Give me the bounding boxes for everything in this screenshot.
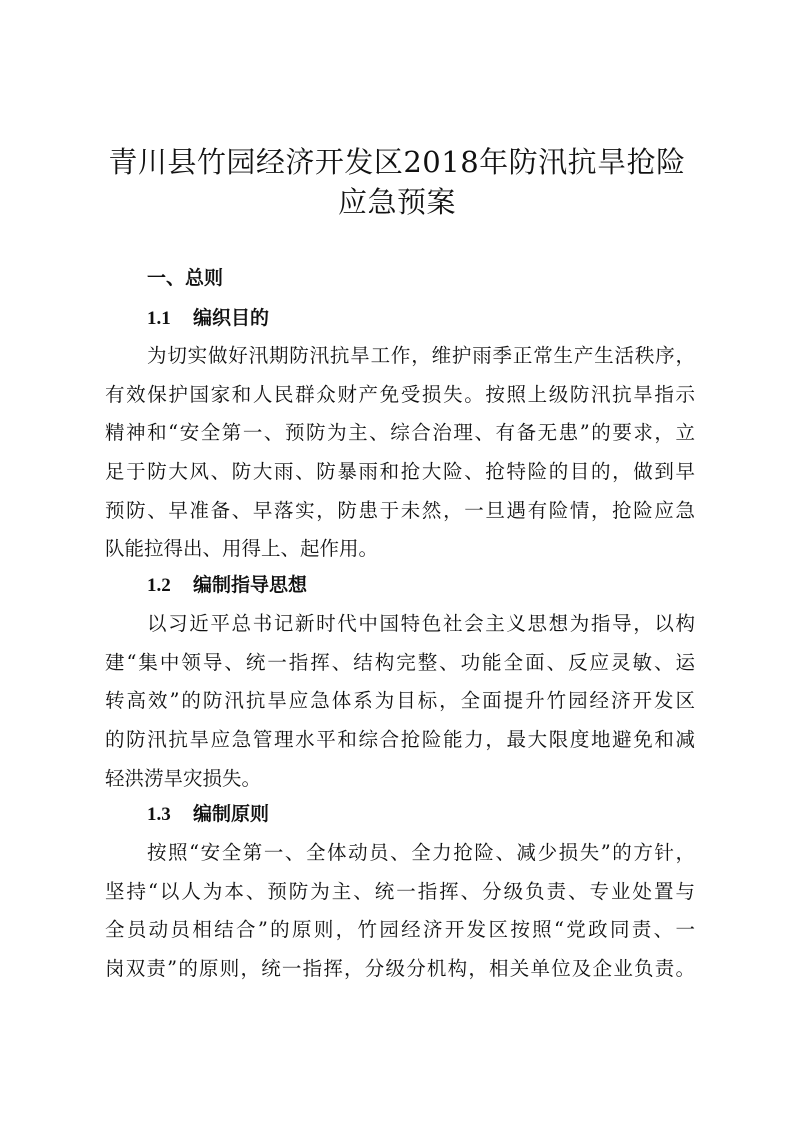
subsection-title: 编织目的: [193, 307, 270, 329]
subsection-number: 1.1: [147, 308, 171, 329]
subsection-number: 1.3: [147, 804, 171, 825]
subsection-heading-1-3: [147, 800, 269, 829]
document-title-line-1: 青川县竹园经济开发区2018年防汛抗旱抢险: [108, 145, 686, 179]
paragraph-line: 队能拉得出、用得上、起作用。: [105, 537, 379, 561]
paragraph-line: 精神和“安全第一、预防为主、综合治理、有备无患”的要求，立: [105, 421, 695, 445]
subsection-title: 编制指导思想: [193, 574, 308, 596]
paragraph-line: 有效保护国家和人民群众财产免受损失。按照上级防汛抗旱指示: [105, 382, 695, 406]
paragraph-line: 坚持“以人为本、预防为主、统一指挥、分级负责、专业处置与: [105, 879, 695, 903]
paragraph-line: 全员动员相结合”的原则，竹园经济开发区按照“党政同责、一: [105, 918, 695, 942]
paragraph-line: 建“集中领导、统一指挥、结构完整、功能全面、反应灵敏、运: [105, 650, 695, 674]
document-title-line-2: 应急预案: [337, 185, 456, 219]
paragraph-line: 转高效”的防汛抗旱应急体系为目标，全面提升竹园经济开发区: [105, 689, 695, 713]
paragraph-principles: [105, 834, 695, 989]
subsection-heading-1-2: [147, 571, 307, 600]
paragraph-line: 预防、早准备、早落实，防患于未然，一旦遇有险情，抢险应急: [105, 498, 695, 522]
paragraph-line: 以习近平总书记新时代中国特色社会主义思想为指导，以构: [147, 612, 695, 635]
paragraph-line: 按照“安全第一、全体动员、全力抢险、减少损失”的方针，: [147, 841, 695, 864]
subsection-title: 编制原则: [193, 803, 270, 825]
paragraph-line: 足于防大风、防大雨、防暴雨和抢大险、抢特险的目的，做到早: [105, 460, 695, 484]
paragraph-line: 岗双责”的原则，统一指挥，分级分机构，相关单位及企业负责。: [105, 957, 695, 981]
subsection-number: 1.2: [147, 575, 171, 596]
paragraph-line: 为切实做好汛期防汛抗旱工作，维护雨季正常生产生活秩序，: [147, 344, 695, 367]
subsection-heading-1-1: [147, 304, 269, 333]
paragraph-guiding-ideology: [105, 605, 695, 798]
paragraph-purpose: [105, 337, 695, 569]
section-heading-general: 一、总则: [147, 267, 224, 289]
paragraph-line: 轻洪涝旱灾损失。: [105, 766, 262, 790]
paragraph-line: 的防汛抗旱应急管理水平和综合抢险能力，最大限度地避免和减: [105, 728, 695, 752]
